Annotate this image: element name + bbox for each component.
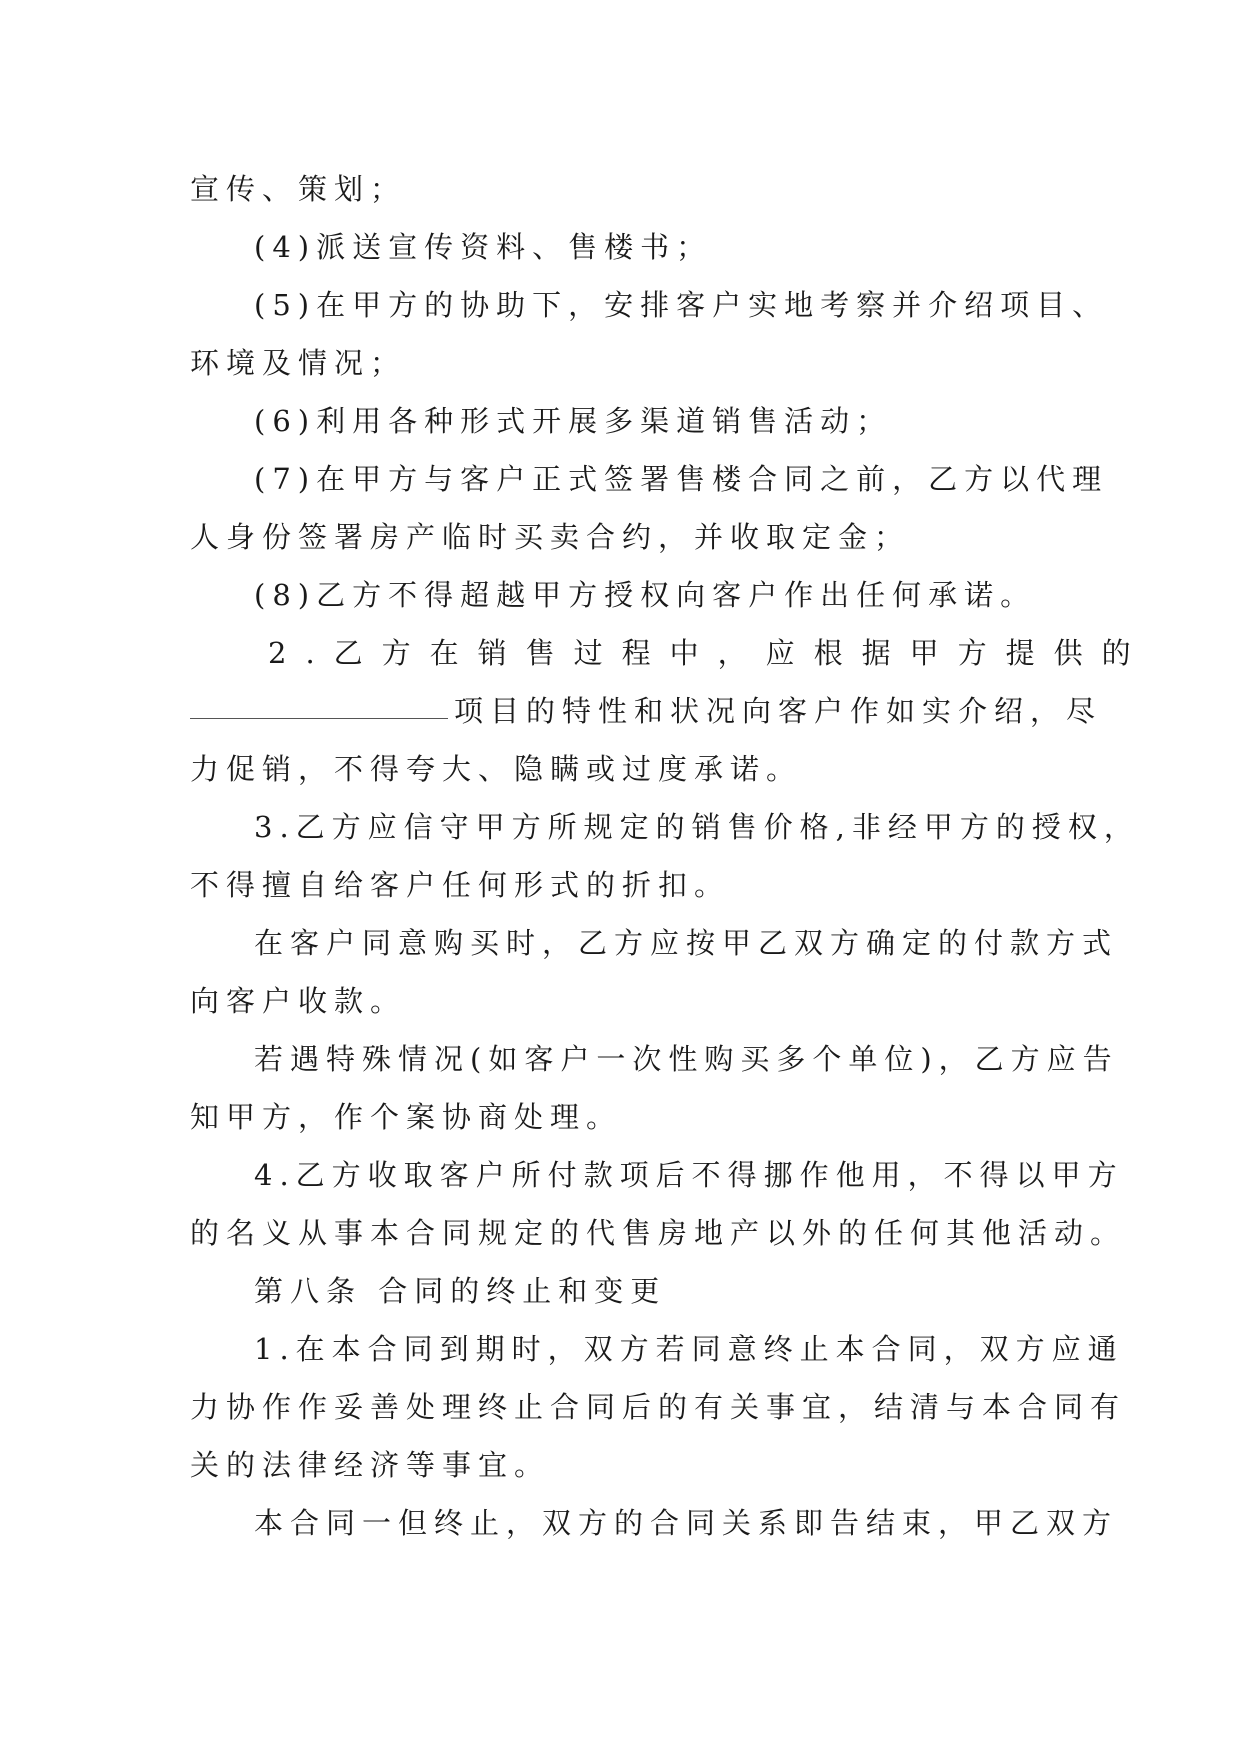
text-line: 的名义从事本合同规定的代售房地产以外的任何其他活动。 — [190, 1216, 1127, 1250]
clause-2-line: 2.乙方在销售过程中，应根据甲方提供的 — [268, 636, 1150, 670]
contract-body — [190, 160, 1150, 1552]
text-line: 不得擅自给客户任何形式的折扣。 — [190, 868, 731, 902]
paragraph-line: 本合同一但终止，双方的合同关系即告结束，甲乙双方 — [254, 1506, 1119, 1540]
list-item: (5)在甲方的协助下，安排客户实地考察并介绍项目、 — [254, 288, 1109, 322]
article-heading: 第八条 合同的终止和变更 — [254, 1274, 667, 1308]
text-line: 关的法律经济等事宜。 — [190, 1448, 551, 1482]
list-item: (8)乙方不得超越甲方授权向客户作出任何承诺。 — [254, 578, 1037, 612]
clause-1-line: 1.在本合同到期时，双方若同意终止本合同，双方应通 — [254, 1332, 1124, 1366]
list-item: (6)利用各种形式开展多渠道销售活动； — [254, 404, 893, 438]
text-line: 宣传、策划； — [190, 172, 407, 206]
clause-4-line: 4.乙方收取客户所付款项后不得挪作他用，不得以甲方 — [254, 1158, 1124, 1192]
fill-in-blank — [190, 688, 448, 719]
paragraph-line: 若遇特殊情况(如客户一次性购买多个单位)，乙方应告 — [254, 1042, 1119, 1076]
text-line: 环境及情况； — [190, 346, 407, 380]
clause-3-line: 3.乙方应信守甲方所规定的销售价格,非经甲方的授权， — [254, 810, 1140, 844]
list-item: (7)在甲方与客户正式签署售楼合同之前，乙方以代理 — [254, 462, 1109, 496]
text-line: 项目的特性和状况向客户作如实介绍，尽 — [454, 694, 1103, 728]
paragraph-line: 在客户同意购买时，乙方应按甲乙双方确定的付款方式 — [254, 926, 1119, 960]
text-line: 人身份签署房产临时买卖合约，并收取定金； — [190, 520, 911, 554]
text-line: 向客户收款。 — [190, 984, 407, 1018]
text-line: 知甲方，作个案协商处理。 — [190, 1100, 623, 1134]
list-item: (4)派送宣传资料、售楼书； — [254, 230, 713, 264]
text-line-with-blank — [190, 682, 1103, 740]
text-line: 力协作作妥善处理终止合同后的有关事宜，结清与本合同有 — [190, 1390, 1127, 1424]
text-line: 力促销，不得夸大、隐瞒或过度承诺。 — [190, 752, 803, 786]
